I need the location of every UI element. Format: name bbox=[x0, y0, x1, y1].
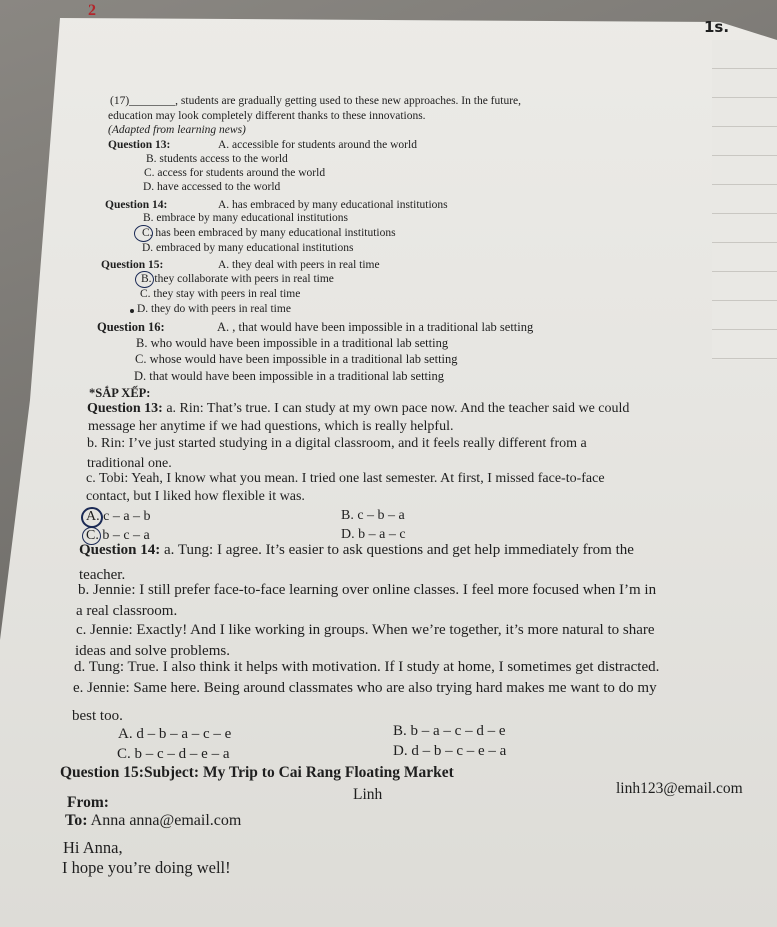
passage-line-2: education may look completely different thanks to these innovations. bbox=[108, 110, 426, 122]
mcq-q15-option-b: B. they collaborate with peers in real time bbox=[141, 273, 334, 285]
email-from-address: linh123@email.com bbox=[616, 780, 743, 797]
arrange-q14-line-a1: Question 14: a. Tung: I agree. It’s easier to ask questions and get help immediately from the bbox=[79, 542, 634, 558]
mcq-q14-option-b: B. embrace by many educational institutions bbox=[143, 212, 349, 224]
arrange-q13-line-c1: c. Tobi: Yeah, I know what you mean. I tried one last semester. At first, I missed face-to-face bbox=[86, 471, 605, 486]
arrange-q14-line-a2: teacher. bbox=[79, 567, 126, 583]
arrange-q14-line-c2: ideas and solve problems. bbox=[75, 643, 230, 659]
arrange-q13-option-c: C. b – c – a bbox=[86, 528, 150, 543]
mcq-q13-label: Question 13: bbox=[108, 139, 171, 151]
mcq-q13-option-a: A. accessible for students around the world bbox=[218, 139, 417, 151]
mcq-q13-option-b: B. students access to the world bbox=[146, 153, 288, 165]
arrange-q13-option-d: D. b – a – c bbox=[341, 527, 406, 542]
arrange-q13-line-a1: Question 13: a. Rin: That’s true. I can study at my own pace now. And the teacher said we could bbox=[87, 401, 630, 416]
arrange-q14-line-b2: a real classroom. bbox=[76, 603, 178, 619]
email-to-line: To: Anna anna@email.com bbox=[65, 812, 242, 829]
mcq-q13-option-c: C. access for students around the world bbox=[144, 167, 326, 179]
page-number: 1s. bbox=[704, 18, 730, 36]
arrange-q13-line-a2: message her anytime if we had questions, which is really helpful. bbox=[88, 419, 454, 434]
answer-circle-q14-c bbox=[134, 225, 153, 242]
mcq-q15-option-c: C. they stay with peers in real time bbox=[140, 288, 301, 300]
arrange-q14-line-e2: best too. bbox=[72, 708, 123, 724]
mcq-q16-option-d: D. that would have been impossible in a traditional lab setting bbox=[134, 369, 445, 383]
arrange-q14-line-e1: e. Jennie: Same here. Being around classmates who are also trying hard makes me want to do my bbox=[73, 680, 657, 696]
arrange-q14-line-c1: c. Jennie: Exactly! And I like working in groups. When we’re together, it’s more natural to share bbox=[76, 622, 655, 638]
passage-source: (Adapted from learning news) bbox=[108, 124, 246, 136]
arrange-q14-option-b: B. b – a – c – d – e bbox=[393, 723, 506, 739]
pen-dot bbox=[130, 309, 134, 313]
arrange-heading: *SẮP XẾP: bbox=[89, 386, 151, 400]
arrange-q14-line-b1: b. Jennie: I still prefer face-to-face learning over online classes. I feel more focused when I’m in bbox=[78, 582, 657, 598]
email-from-label: From: bbox=[67, 794, 109, 811]
mcq-q15-option-a: A. they deal with peers in real time bbox=[218, 259, 380, 271]
mcq-q14-option-d: D. embraced by many educational institutions bbox=[142, 242, 354, 254]
mcq-q14-label: Question 14: bbox=[105, 199, 168, 211]
arrange-q13-line-b2: traditional one. bbox=[87, 456, 172, 471]
email-greeting: Hi Anna, bbox=[63, 838, 123, 857]
mcq-q16-option-a: A. , that would have been impossible in a traditional lab setting bbox=[217, 320, 534, 334]
arrange-q14-option-d: D. d – b – c – e – a bbox=[393, 743, 507, 759]
arrange-q13-option-a: A. c – a – b bbox=[86, 509, 151, 524]
mcq-q16-label: Question 16: bbox=[97, 320, 165, 334]
lined-paper-edge bbox=[712, 40, 777, 360]
arrange-q14-option-a: A. d – b – a – c – e bbox=[118, 726, 232, 742]
mcq-q15-label: Question 15: bbox=[101, 259, 164, 271]
mcq-q16-option-b: B. who would have been impossible in a traditional lab setting bbox=[136, 336, 449, 350]
arrange-q14-option-c: C. b – c – d – e – a bbox=[117, 746, 230, 762]
mcq-q16-option-c: C. whose would have been impossible in a traditional lab setting bbox=[135, 352, 458, 366]
mcq-q14-option-c: C. has been embraced by many educational institutions bbox=[142, 227, 396, 239]
answer-circle-arrange-q13-a bbox=[81, 507, 103, 528]
arrange-q14-line-d1: d. Tung: True. I also think it helps with motivation. If I study at home, I sometimes get distracted. bbox=[74, 659, 660, 675]
corner-mark: 2 bbox=[88, 2, 96, 19]
mcq-q13-option-d: D. have accessed to the world bbox=[143, 181, 281, 193]
answer-circle-q15-b bbox=[135, 271, 154, 288]
arrange-q15-subject-line: Question 15:Subject: My Trip to Cai Rang Floating Market bbox=[60, 764, 454, 781]
mcq-q14-option-a: A. has embraced by many educational institutions bbox=[218, 199, 448, 211]
email-opening: I hope you’re doing well! bbox=[62, 858, 231, 877]
mcq-q15-option-d: D. they do with peers in real time bbox=[137, 303, 291, 315]
email-from-name: Linh bbox=[353, 786, 383, 803]
arrange-q13-line-b1: b. Rin: I’ve just started studying in a digital classroom, and it feels really different from a bbox=[87, 436, 587, 451]
passage-line-1: (17)________, students are gradually getting used to these new approaches. In the future, bbox=[110, 95, 522, 107]
arrange-q13-option-b: B. c – b – a bbox=[341, 508, 405, 523]
arrange-q13-line-c2: contact, but I liked how flexible it was. bbox=[86, 489, 305, 504]
